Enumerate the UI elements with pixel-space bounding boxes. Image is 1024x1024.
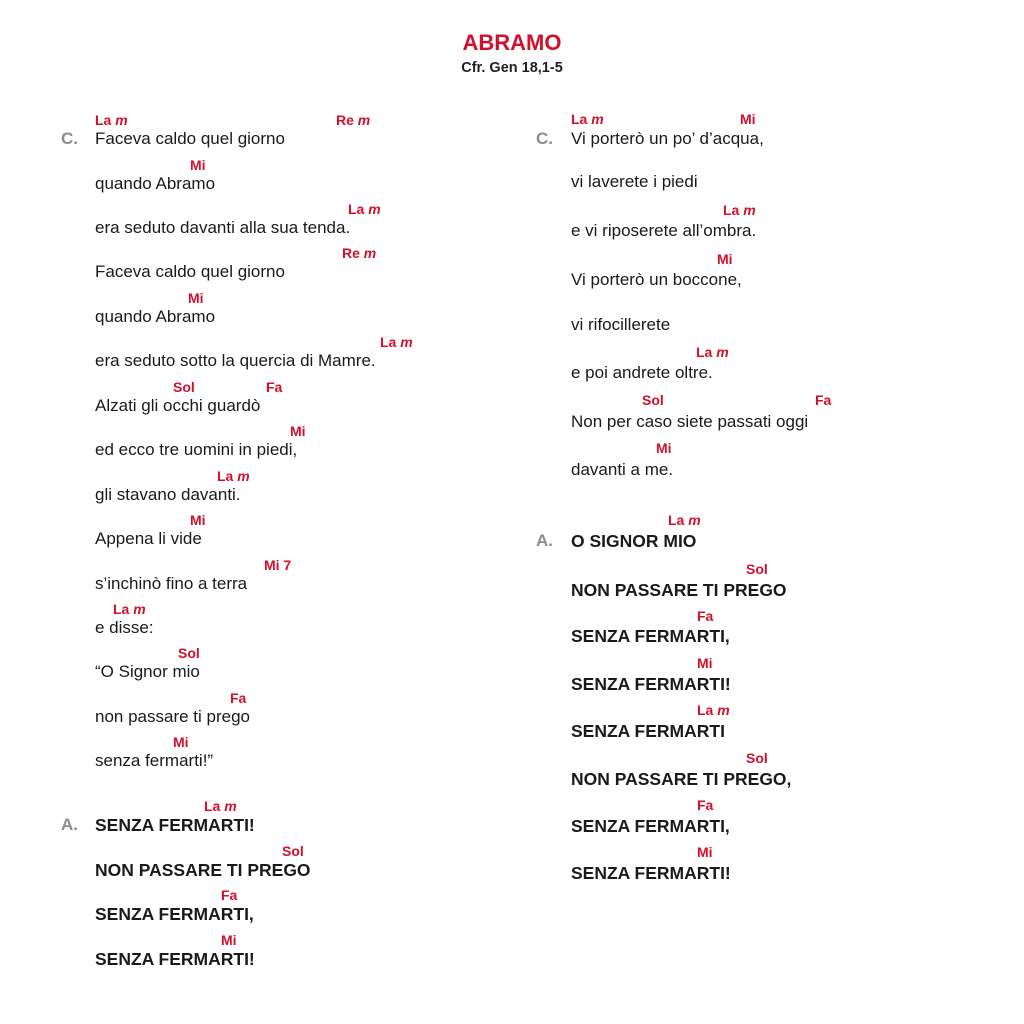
verse-label: C. [536,129,553,148]
song-title: ABRAMO [462,30,562,55]
chord: Mi [717,251,733,267]
chord: Fa [815,392,832,408]
chord: Sol [178,645,200,661]
chord: La m [348,201,381,217]
refrain-line: SENZA FERMARTI, [571,626,730,646]
chord: La m [723,202,756,218]
refrain-line: SENZA FERMARTI! [95,949,255,969]
chord: Sol [746,561,768,577]
chord: Fa [230,690,247,706]
chord: Fa [697,608,714,624]
chord: Mi [190,512,206,528]
lyric-line: Appena li vide [95,529,202,548]
refrain-line: SENZA FERMARTI, [95,904,254,924]
refrain-line: NON PASSARE TI PREGO [571,580,787,600]
chord: Mi [697,844,713,860]
lyric-line: gli stavano davanti. [95,485,241,504]
chord: Fa [221,887,238,903]
refrain-line: O SIGNOR MIO [571,531,697,551]
chord: Mi [190,157,206,173]
refrain-line: SENZA FERMARTI! [571,863,731,883]
chord: Mi [740,111,756,127]
lyric-line: Alzati gli occhi guardò [95,396,261,415]
chord: Mi [656,440,672,456]
refrain-label: A. [61,815,78,834]
chord: La m [113,601,146,617]
chord: Fa [266,379,283,395]
lyric-line: e vi riposerete all’ombra. [571,221,757,240]
lyric-line: “O Signor mio [95,662,200,681]
chord: Sol [282,843,304,859]
lyric-line: non passare ti prego [95,707,250,726]
lyric-line: quando Abramo [95,174,216,193]
refrain-label: A. [536,531,553,550]
refrain-line: NON PASSARE TI PREGO, [571,769,792,789]
chord: La m [696,344,729,360]
chord: Sol [746,750,768,766]
lyric-line: era seduto davanti alla sua tenda. [95,218,351,237]
chord: La m [217,468,250,484]
chord: La m [204,798,237,814]
lyric-line: vi rifocillerete [571,315,671,334]
lyric-line: Vi porterò un boccone, [571,270,742,289]
lyric-line: ed ecco tre uomini in piedi, [95,440,298,459]
chord: La m [697,702,730,718]
chord: La m [668,512,701,528]
chord: Mi [188,290,204,306]
chord: Mi [221,932,237,948]
refrain-line: SENZA FERMARTI, [571,816,730,836]
lyric-line: era seduto sotto la quercia di Mamre. [95,351,376,370]
lyric-line: davanti a me. [571,460,674,479]
lyric-line: vi laverete i piedi [571,172,698,191]
chord: Re m [342,245,377,261]
chord: Re m [336,112,371,128]
chord: Mi [173,734,189,750]
refrain-line: SENZA FERMARTI! [95,815,255,835]
chord: La m [380,334,413,350]
lyric-line: Non per caso siete passati oggi [571,412,809,431]
refrain-line: SENZA FERMARTI! [571,674,731,694]
chord: Sol [642,392,664,408]
refrain-line: NON PASSARE TI PREGO [95,860,311,880]
lyric-line: Faceva caldo quel giorno [95,262,285,281]
lyric-line: quando Abramo [95,307,216,326]
chord: Mi [290,423,306,439]
lyric-line: e disse: [95,618,154,637]
lyric-line: Vi porterò un po’ d’acqua, [571,129,764,148]
chord: Sol [173,379,195,395]
lyric-line: s’inchinò fino a terra [95,574,248,593]
refrain-line: SENZA FERMARTI [571,721,725,741]
song-reference: Cfr. Gen 18,1-5 [461,60,563,76]
lyric-line: e poi andrete oltre. [571,363,713,382]
chord: La m [95,112,128,128]
chord: Fa [697,797,714,813]
chord: Mi [697,655,713,671]
chord: La m [571,111,604,127]
lyric-line: senza fermarti!” [95,751,214,770]
verse-label: C. [61,129,78,148]
chord: Mi 7 [264,557,292,573]
lyric-line: Faceva caldo quel giorno [95,129,285,148]
